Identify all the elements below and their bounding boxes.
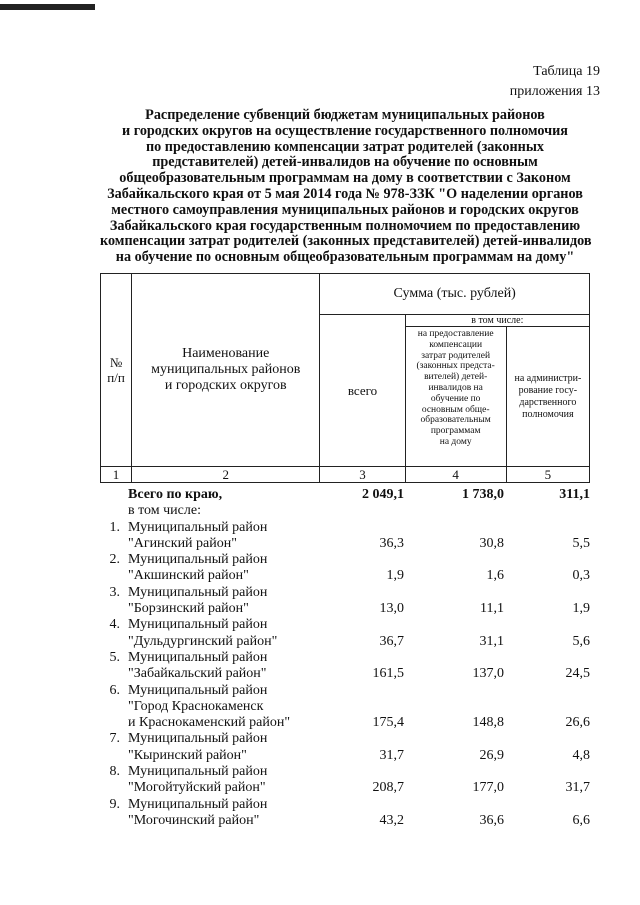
row-number: 6. — [109, 682, 120, 698]
row-value-all — [318, 520, 404, 553]
column-number: 1 — [101, 467, 132, 483]
row-number: 5. — [109, 649, 120, 665]
row-value-all-text: 36,7 — [379, 633, 404, 649]
table-body — [100, 487, 590, 829]
including-label: в том числе: — [128, 503, 201, 519]
row-value-administration-text: 0,3 — [572, 568, 590, 584]
row-name-line: Муниципальный район — [128, 796, 268, 812]
header-col5-line: на администри- — [514, 372, 582, 384]
title-line: общеобразовательным программам на дому в соответствии с Законом — [119, 170, 571, 187]
row-value-all — [318, 731, 404, 764]
header-col4-line: на дому — [439, 436, 472, 447]
row-value-administration-text: 24,5 — [565, 666, 590, 682]
row-value-all-text: 13,0 — [379, 601, 404, 617]
header-name-line: муниципальных районов — [151, 362, 301, 377]
row-value-administration-text: 31,7 — [565, 780, 590, 796]
row-value-compensation-text: 177,0 — [472, 780, 504, 796]
row-value-all — [318, 683, 404, 732]
row-value-compensation — [404, 797, 504, 830]
total-value-administration: 311,1 — [559, 487, 590, 502]
title-line: и городских округов на осуществление государственного полномочия — [122, 122, 568, 139]
row-value-all-text: 43,2 — [379, 812, 404, 828]
row-value-administration-text: 4,8 — [572, 747, 590, 763]
header-col4-line: компенсации — [429, 339, 483, 350]
row-value-all-text: 208,7 — [372, 780, 404, 796]
row-name — [128, 797, 318, 830]
row-name — [128, 520, 318, 553]
title-line: Распределение субвенций бюджетам муниципальных районов — [145, 107, 545, 123]
row-value-administration — [504, 520, 590, 553]
row-value-compensation-text: 1,6 — [486, 568, 504, 584]
row-value-compensation — [404, 520, 504, 553]
row-name-line: "Борзинский район" — [128, 601, 249, 617]
row-name-line: "Дульдургинский район" — [128, 633, 278, 649]
total-label: Всего по краю, — [128, 487, 223, 502]
row-value-all — [318, 797, 404, 830]
table-row — [100, 650, 590, 683]
row-value-compensation-text: 36,6 — [479, 812, 504, 828]
row-value-compensation — [404, 617, 504, 650]
column-number: 3 — [320, 467, 405, 483]
column-number: 5 — [506, 467, 589, 483]
header-col4-line: программам — [430, 426, 481, 437]
row-value-administration-text: 6,6 — [572, 812, 590, 828]
title-line: местного самоуправления муниципальных районов и городских округов — [111, 201, 579, 218]
row-value-administration-text: 5,6 — [572, 633, 590, 649]
header-col4-line: инвалидов на — [428, 382, 483, 393]
row-name — [128, 650, 318, 683]
row-value-administration — [504, 650, 590, 683]
row-value-all-text: 175,4 — [372, 715, 404, 731]
row-value-compensation-text: 11,1 — [480, 601, 504, 617]
total-value-all: 2 049,1 — [362, 487, 404, 502]
row-value-compensation — [404, 552, 504, 585]
header-name-line: Наименование — [182, 346, 270, 361]
header-col5-line: полномочия — [522, 408, 574, 420]
row-name-line: Муниципальный район — [128, 519, 268, 535]
header-col5-line: дарственного — [519, 396, 577, 408]
table-row — [100, 797, 590, 830]
row-number: 1. — [109, 519, 120, 535]
row-name-line: "Город Краснокаменск — [128, 698, 264, 714]
row-name-line: "Агинский район" — [128, 535, 237, 551]
row-name-line: "Могойтуйский район" — [128, 780, 266, 796]
title-line: Забайкальского края государственным полномочием по предоставлению — [109, 217, 581, 234]
row-number: 4. — [109, 617, 120, 633]
header-name-line: и городских округов — [164, 378, 287, 393]
row-number: 3. — [109, 584, 120, 600]
row-name-line: Муниципальный район — [128, 552, 268, 568]
header-sum: Сумма (тыс. рублей) — [320, 274, 590, 315]
row-value-compensation-text: 30,8 — [479, 535, 504, 551]
table-caption-number: Таблица 19 — [533, 64, 600, 79]
title-line: компенсации затрат родителей (законных представителей) детей-инвалидов — [100, 233, 592, 250]
row-value-compensation — [404, 731, 504, 764]
table-row — [100, 683, 590, 732]
row-value-compensation — [404, 585, 504, 618]
row-name — [128, 617, 318, 650]
header-including: в том числе: — [405, 315, 589, 327]
row-value-administration — [504, 764, 590, 797]
row-name-line: Муниципальный район — [128, 649, 268, 665]
row-name — [128, 552, 318, 585]
row-name-line: "Акшинский район" — [128, 568, 249, 584]
row-name-line: "Кыринский район" — [128, 747, 247, 763]
row-value-compensation — [404, 650, 504, 683]
header-col4-line: (законных предста- — [416, 361, 495, 372]
row-name-line: и Краснокаменский район" — [128, 715, 291, 731]
row-value-all — [318, 764, 404, 797]
row-value-administration-text: 1,9 — [572, 601, 590, 617]
header-administration-column — [506, 327, 589, 467]
scan-edge-mark — [0, 4, 95, 10]
row-value-all — [318, 650, 404, 683]
table-row — [100, 552, 590, 585]
row-value-administration — [504, 797, 590, 830]
header-col4-line: затрат родителей — [421, 350, 491, 361]
table-row — [100, 764, 590, 797]
row-name — [128, 683, 318, 732]
header-col4-line: образовательным — [420, 415, 491, 426]
header-number-column — [101, 274, 132, 467]
row-value-all-text: 1,9 — [386, 568, 404, 584]
row-name-line: Муниципальный район — [128, 682, 268, 698]
row-name — [128, 585, 318, 618]
row-name-line: "Могочинский район" — [128, 812, 260, 828]
row-value-administration — [504, 585, 590, 618]
row-name — [128, 764, 318, 797]
row-value-compensation-text: 148,8 — [472, 715, 504, 731]
row-value-compensation — [404, 683, 504, 732]
row-value-all — [318, 552, 404, 585]
header-col4-line: обучение по — [430, 393, 481, 404]
including-row — [100, 503, 590, 519]
row-value-all-text: 161,5 — [372, 666, 404, 682]
row-value-compensation-text: 31,1 — [479, 633, 504, 649]
row-value-administration-text: 5,5 — [572, 535, 590, 551]
row-value-administration — [504, 683, 590, 732]
table-row — [100, 731, 590, 764]
column-number: 4 — [405, 467, 506, 483]
row-name — [128, 731, 318, 764]
title-line: по предоставлению компенсации затрат родителей (законных — [145, 138, 544, 155]
row-name-line: Муниципальный район — [128, 731, 268, 747]
header-col4-line: вителей) детей- — [424, 372, 488, 383]
title-line: Забайкальского края от 5 мая 2014 года № 978-ЗЗК "О наделении органов — [107, 185, 583, 202]
row-value-compensation — [404, 764, 504, 797]
table-row — [100, 520, 590, 553]
table-row — [100, 617, 590, 650]
row-value-administration — [504, 552, 590, 585]
row-name-line: Муниципальный район — [128, 584, 268, 600]
table-caption-appendix: приложения 13 — [509, 84, 600, 99]
row-value-administration — [504, 617, 590, 650]
title-line: на обучение по основным общеобразовательным программам на дому" — [115, 249, 575, 266]
row-value-all-text: 36,3 — [379, 535, 404, 551]
row-value-administration — [504, 731, 590, 764]
total-row — [100, 487, 590, 503]
table-row — [100, 585, 590, 618]
header-col4-line: на предоставление — [417, 329, 494, 339]
row-value-compensation-text: 137,0 — [472, 666, 504, 682]
header-compensation-column — [405, 327, 506, 467]
title-line: представителей) детей-инвалидов на обучение по основным — [152, 154, 538, 171]
header-col5-line: рование госу- — [518, 384, 578, 396]
total-value-compensation: 1 738,0 — [462, 487, 504, 502]
row-value-all — [318, 585, 404, 618]
table-header — [100, 273, 590, 483]
row-number: 2. — [109, 552, 120, 568]
header-number-abbrev: п/п — [107, 370, 125, 385]
row-name-line: "Забайкальский район" — [128, 666, 267, 682]
header-col4-line: основным обще- — [421, 404, 490, 415]
row-value-compensation-text: 26,9 — [479, 747, 504, 763]
header-name-column — [132, 274, 320, 467]
row-value-all — [318, 617, 404, 650]
rows-list — [100, 520, 590, 830]
row-number: 7. — [109, 731, 120, 747]
row-number: 8. — [109, 764, 120, 780]
row-name-line: Муниципальный район — [128, 617, 268, 633]
column-number: 2 — [132, 467, 320, 483]
row-value-all-text: 31,7 — [379, 747, 404, 763]
row-number: 9. — [109, 796, 120, 812]
row-name-line: Муниципальный район — [128, 764, 268, 780]
header-number-sign: № — [109, 355, 123, 370]
header-total: всего — [320, 315, 405, 467]
row-value-administration-text: 26,6 — [565, 715, 590, 731]
document-title — [100, 108, 590, 266]
